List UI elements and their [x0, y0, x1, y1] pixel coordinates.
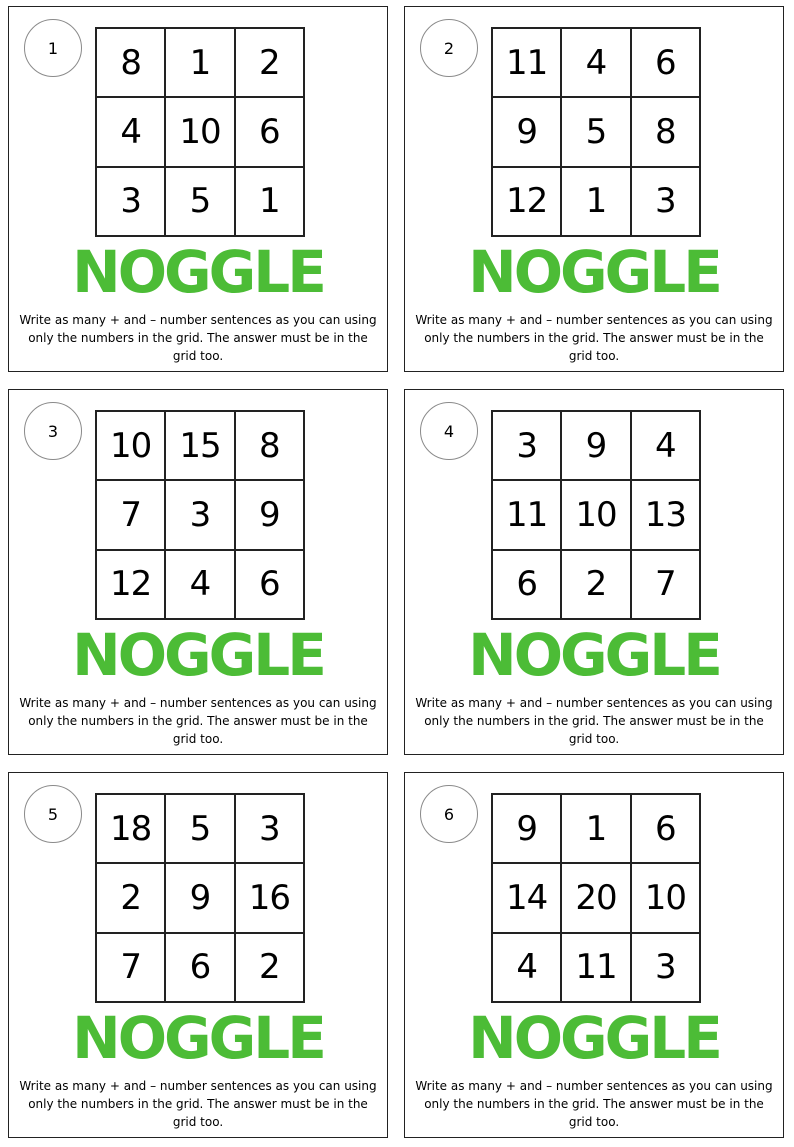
grid-cell: 16	[235, 863, 304, 932]
grid-cell: 14	[492, 863, 561, 932]
noggle-card	[8, 389, 388, 755]
noggle-title: NOGGLE	[72, 238, 324, 306]
grid-cell: 7	[96, 480, 165, 549]
card-number-circle: 2	[420, 19, 478, 77]
noggle-title: NOGGLE	[468, 238, 720, 306]
grid-cell: 4	[631, 411, 700, 480]
grid-cell: 3	[165, 480, 234, 549]
instructions-text: Write as many + and – number sentences as you can using only the numbers in the grid. The answer must be in the grid too.	[415, 313, 773, 363]
grid-cell: 9	[235, 480, 304, 549]
grid-cell: 13	[631, 480, 700, 549]
grid-cell: 1	[561, 794, 630, 863]
grid-cell: 3	[631, 167, 700, 236]
grid-cell: 8	[235, 411, 304, 480]
card-number-circle: 3	[24, 402, 82, 460]
noggle-title: NOGGLE	[468, 621, 720, 689]
instructions-text: Write as many + and – number sentences as you can using only the numbers in the grid. The answer must be in the grid too.	[415, 1079, 773, 1129]
noggle-card	[8, 772, 388, 1138]
noggle-card	[8, 6, 388, 372]
grid-cell: 1	[165, 28, 234, 97]
number-grid	[491, 27, 701, 237]
grid-cell: 5	[561, 97, 630, 166]
noggle-title: NOGGLE	[72, 621, 324, 689]
grid-cell: 5	[165, 794, 234, 863]
grid-cell: 3	[96, 167, 165, 236]
grid-cell: 12	[96, 550, 165, 619]
grid-cell: 10	[561, 480, 630, 549]
grid-cell: 11	[492, 28, 561, 97]
instructions-text: Write as many + and – number sentences as you can using only the numbers in the grid. The answer must be in the grid too.	[19, 696, 377, 746]
grid-cell: 7	[631, 550, 700, 619]
card-number-circle: 1	[24, 19, 82, 77]
grid-cell: 10	[96, 411, 165, 480]
instructions-text: Write as many + and – number sentences as you can using only the numbers in the grid. The answer must be in the grid too.	[415, 696, 773, 746]
noggle-title: NOGGLE	[72, 1004, 324, 1072]
grid-cell: 8	[96, 28, 165, 97]
card-number-circle: 6	[420, 785, 478, 843]
grid-cell: 2	[561, 550, 630, 619]
noggle-card	[404, 772, 784, 1138]
grid-cell: 4	[561, 28, 630, 97]
grid-cell: 6	[631, 28, 700, 97]
grid-cell: 2	[96, 863, 165, 932]
grid-cell: 1	[235, 167, 304, 236]
grid-cell: 11	[492, 480, 561, 549]
number-grid	[491, 410, 701, 620]
number-grid	[95, 27, 305, 237]
grid-cell: 6	[492, 550, 561, 619]
instructions-text: Write as many + and – number sentences as you can using only the numbers in the grid. The answer must be in the grid too.	[19, 1079, 377, 1129]
grid-cell: 9	[492, 97, 561, 166]
grid-cell: 3	[492, 411, 561, 480]
noggle-card	[404, 389, 784, 755]
grid-cell: 9	[561, 411, 630, 480]
grid-cell: 12	[492, 167, 561, 236]
grid-cell: 1	[561, 167, 630, 236]
grid-cell: 10	[631, 863, 700, 932]
number-grid	[95, 793, 305, 1003]
noggle-card	[404, 6, 784, 372]
grid-cell: 3	[235, 794, 304, 863]
card-number-circle: 5	[24, 785, 82, 843]
grid-cell: 4	[492, 933, 561, 1002]
card-number-circle: 4	[420, 402, 478, 460]
grid-cell: 7	[96, 933, 165, 1002]
number-grid	[95, 410, 305, 620]
grid-cell: 6	[631, 794, 700, 863]
instructions-text: Write as many + and – number sentences as you can using only the numbers in the grid. The answer must be in the grid too.	[19, 313, 377, 363]
grid-cell: 4	[96, 97, 165, 166]
grid-cell: 9	[165, 863, 234, 932]
grid-cell: 6	[235, 97, 304, 166]
grid-cell: 5	[165, 167, 234, 236]
grid-cell: 6	[165, 933, 234, 1002]
grid-cell: 4	[165, 550, 234, 619]
number-grid	[491, 793, 701, 1003]
grid-cell: 2	[235, 933, 304, 1002]
grid-cell: 6	[235, 550, 304, 619]
grid-cell: 9	[492, 794, 561, 863]
grid-cell: 20	[561, 863, 630, 932]
grid-cell: 8	[631, 97, 700, 166]
grid-cell: 2	[235, 28, 304, 97]
grid-cell: 10	[165, 97, 234, 166]
grid-cell: 15	[165, 411, 234, 480]
grid-cell: 11	[561, 933, 630, 1002]
grid-cell: 18	[96, 794, 165, 863]
noggle-title: NOGGLE	[468, 1004, 720, 1072]
grid-cell: 3	[631, 933, 700, 1002]
